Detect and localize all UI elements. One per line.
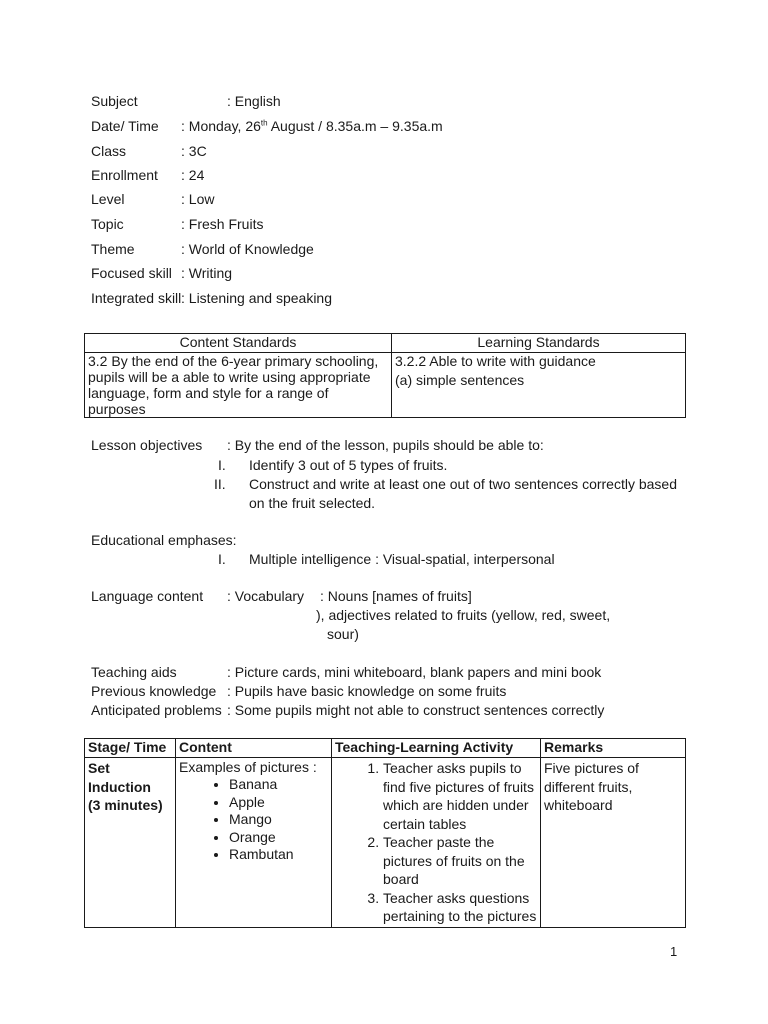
content-standards-header: Content Standards <box>85 334 392 353</box>
objective-number: I. <box>218 457 226 473</box>
content-standard-line: 3.2 By the end of the 6-year primary schooling, <box>88 353 379 369</box>
activity-table <box>84 738 686 928</box>
emphasis-text: Multiple intelligence : Visual-spatial, interpersonal <box>249 551 555 567</box>
learning-standard-line: (a) simple sentences <box>395 372 525 388</box>
content-standard-line: language, form and style for a range of <box>88 385 329 401</box>
focused-skill-label: Focused skill <box>91 265 172 281</box>
stage-line: (3 minutes) <box>88 797 163 813</box>
enrollment-label: Enrollment <box>91 167 158 183</box>
anticipated-problems-label: Anticipated problems <box>91 702 222 718</box>
stage-time-header: Stage/ Time <box>85 739 176 758</box>
enrollment-value: : 24 <box>181 167 205 183</box>
theme-label: Theme <box>91 241 135 257</box>
previous-knowledge-value: : Pupils have basic knowledge on some fruits <box>227 683 507 699</box>
class-value: : 3C <box>181 143 207 159</box>
list-item: 3. Teacher asks questions pertaining to the pictures <box>383 889 537 926</box>
teaching-aids-label: Teaching aids <box>91 664 177 680</box>
learning-standard-line: 3.2.2 Able to write with guidance <box>395 353 596 369</box>
list-item: • Apple <box>229 794 328 812</box>
emphases-label: Educational emphases: <box>91 532 237 548</box>
fruit-list <box>179 776 328 864</box>
list-item: • Mango <box>229 811 328 829</box>
objective-text: Construct and write at least one out of two sentences correctly based <box>249 476 678 492</box>
content-header: Content <box>176 739 332 758</box>
content-title: Examples of pictures : <box>179 759 317 775</box>
previous-knowledge-label: Previous knowledge <box>91 683 217 699</box>
content-standards-cell <box>85 353 392 418</box>
level-value: : Low <box>181 191 215 207</box>
language-vocab: : Vocabulary <box>227 588 305 604</box>
standards-table <box>84 333 686 418</box>
content-standard-line: pupils will be a able to write using appropriate <box>88 369 371 385</box>
list-item: 2. Teacher paste the pictures of fruits on the board <box>383 833 537 889</box>
objective-text: Identify 3 out of 5 types of fruits. <box>249 457 448 473</box>
objective-text: on the fruit selected. <box>249 495 376 511</box>
list-item: • Orange <box>229 829 328 847</box>
activity-header: Teaching-Learning Activity <box>332 739 541 758</box>
remarks-header: Remarks <box>541 739 686 758</box>
remarks-cell: Five pictures of different fruits, whiteboard <box>541 758 686 928</box>
emphasis-number: I. <box>218 551 226 567</box>
language-adjectives-cont: sour) <box>327 626 359 642</box>
subject-value: : English <box>227 93 281 109</box>
anticipated-problems-value: : Some pupils might not able to construct sentences correctly <box>227 702 605 718</box>
topic-label: Topic <box>91 216 124 232</box>
language-nouns: : Nouns [names of fruits] <box>320 588 472 604</box>
stage-line: Induction <box>88 778 151 795</box>
list-item: • Rambutan <box>229 846 328 864</box>
learning-standards-cell <box>392 353 686 418</box>
content-standard-line: purposes <box>88 401 146 417</box>
stage-line: Set <box>88 760 110 776</box>
date-value: : Monday, 26th August / 8.35a.m – 9.35a.m <box>181 118 443 134</box>
activity-list <box>335 759 537 926</box>
integrated-skill-value: : Listening and speaking <box>181 290 332 306</box>
learning-standards-header: Learning Standards <box>392 334 686 353</box>
language-adjectives: ), adjectives related to fruits (yellow, red, sweet, <box>316 607 611 623</box>
focused-skill-value: : Writing <box>181 265 233 281</box>
activity-cell <box>332 758 541 928</box>
class-label: Class <box>91 143 127 159</box>
objectives-intro: : By the end of the lesson, pupils should be able to: <box>227 437 544 453</box>
objectives-label: Lesson objectives <box>91 437 203 453</box>
topic-value: : Fresh Fruits <box>181 216 264 232</box>
objective-number: II. <box>214 476 226 492</box>
language-label: Language content <box>91 588 204 604</box>
page-number: 1 <box>670 944 678 959</box>
date-label: Date/ Time <box>91 118 159 134</box>
integrated-skill-label: Integrated skill <box>91 290 182 306</box>
level-label: Level <box>91 191 125 207</box>
teaching-aids-value: : Picture cards, mini whiteboard, blank papers and mini book <box>227 664 602 680</box>
stage-cell <box>85 758 176 928</box>
list-item: 1. Teacher asks pupils to find five pictures of fruits which are hidden under certain tables <box>383 759 537 833</box>
subject-label: Subject <box>91 93 138 109</box>
theme-value: : World of Knowledge <box>181 241 314 257</box>
list-item: • Banana <box>229 776 328 794</box>
content-cell <box>176 758 332 928</box>
